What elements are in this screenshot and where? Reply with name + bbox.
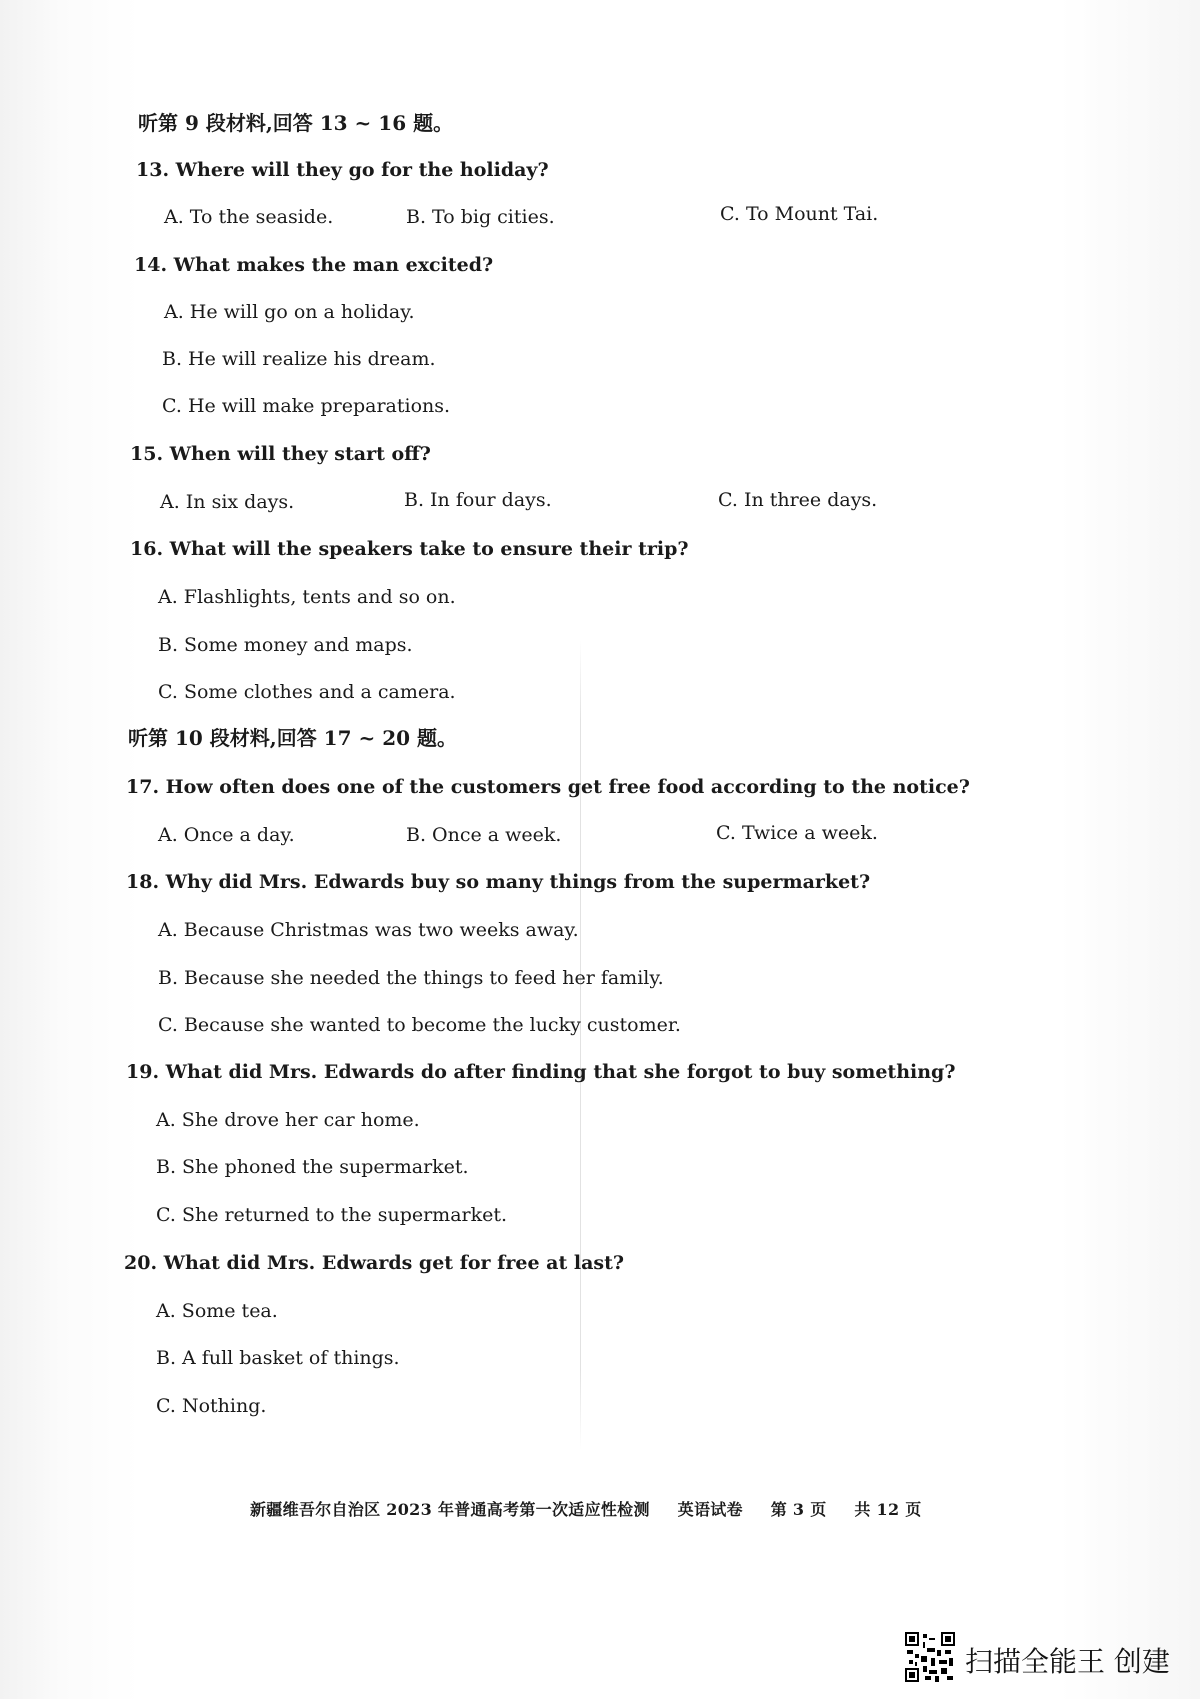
question-17-option-c: C. Twice a week. — [716, 822, 878, 844]
footer-subject: 英语试卷 — [677, 1500, 743, 1519]
question-18-option-c: C. Because she wanted to become the lucky customer. — [158, 1014, 681, 1036]
question-19-option-a: A. She drove her car home. — [156, 1109, 420, 1131]
question-20-option-b: B. A full basket of things. — [156, 1347, 400, 1369]
question-18-option-b: B. Because she needed the things to feed her family. — [158, 967, 664, 989]
question-14-stem: 14. What makes the man excited? — [134, 254, 494, 276]
question-13-stem: 13. Where will they go for the holiday? — [136, 159, 549, 181]
question-16-option-c: C. Some clothes and a camera. — [158, 681, 456, 703]
question-13-option-a: A. To the seaside. — [164, 206, 334, 228]
question-20-option-a: A. Some tea. — [156, 1300, 278, 1322]
question-14-option-a: A. He will go on a holiday. — [164, 301, 415, 323]
section-9-heading: 听第 9 段材料,回答 13 ~ 16 题。 — [138, 111, 454, 135]
question-13-option-b: B. To big cities. — [406, 206, 555, 228]
qr-code-icon — [905, 1632, 955, 1682]
question-15-stem: 15. When will they start off? — [130, 443, 431, 465]
watermark-text: 扫描全能王 创建 — [965, 1645, 1170, 1678]
scanner-watermark — [905, 1632, 1185, 1682]
page-footer — [250, 1497, 944, 1520]
question-16-option-a: A. Flashlights, tents and so on. — [158, 586, 456, 608]
fold-line — [580, 640, 581, 1450]
question-17-option-a: A. Once a day. — [158, 824, 295, 846]
question-19-stem: 19. What did Mrs. Edwards do after finding that she forgot to buy something? — [126, 1061, 956, 1083]
footer-total-pages: 共 12 页 — [854, 1500, 922, 1519]
question-18-stem: 18. Why did Mrs. Edwards buy so many things from the supermarket? — [126, 871, 871, 893]
footer-exam-title: 新疆维吾尔自治区 2023 年普通高考第一次适应性检测 — [250, 1500, 650, 1519]
question-17-option-b: B. Once a week. — [406, 824, 562, 846]
question-17-stem: 17. How often does one of the customers get free food according to the notice? — [126, 776, 970, 798]
question-15-option-a: A. In six days. — [160, 491, 295, 513]
question-14-option-b: B. He will realize his dream. — [162, 348, 436, 370]
question-18-option-a: A. Because Christmas was two weeks away. — [158, 919, 579, 941]
question-13-option-c: C. To Mount Tai. — [720, 203, 879, 225]
question-20-option-c: C. Nothing. — [156, 1395, 267, 1417]
question-16-stem: 16. What will the speakers take to ensure their trip? — [130, 538, 689, 560]
question-19-option-b: B. She phoned the supermarket. — [156, 1156, 469, 1178]
section-10-heading: 听第 10 段材料,回答 17 ~ 20 题。 — [128, 726, 457, 750]
question-19-option-c: C. She returned to the supermarket. — [156, 1204, 508, 1226]
question-16-option-b: B. Some money and maps. — [158, 634, 413, 656]
question-15-option-c: C. In three days. — [718, 489, 878, 511]
footer-page-number: 第 3 页 — [770, 1500, 827, 1519]
question-15-option-b: B. In four days. — [404, 489, 552, 511]
question-14-option-c: C. He will make preparations. — [162, 395, 451, 417]
question-20-stem: 20. What did Mrs. Edwards get for free at last? — [124, 1252, 624, 1274]
